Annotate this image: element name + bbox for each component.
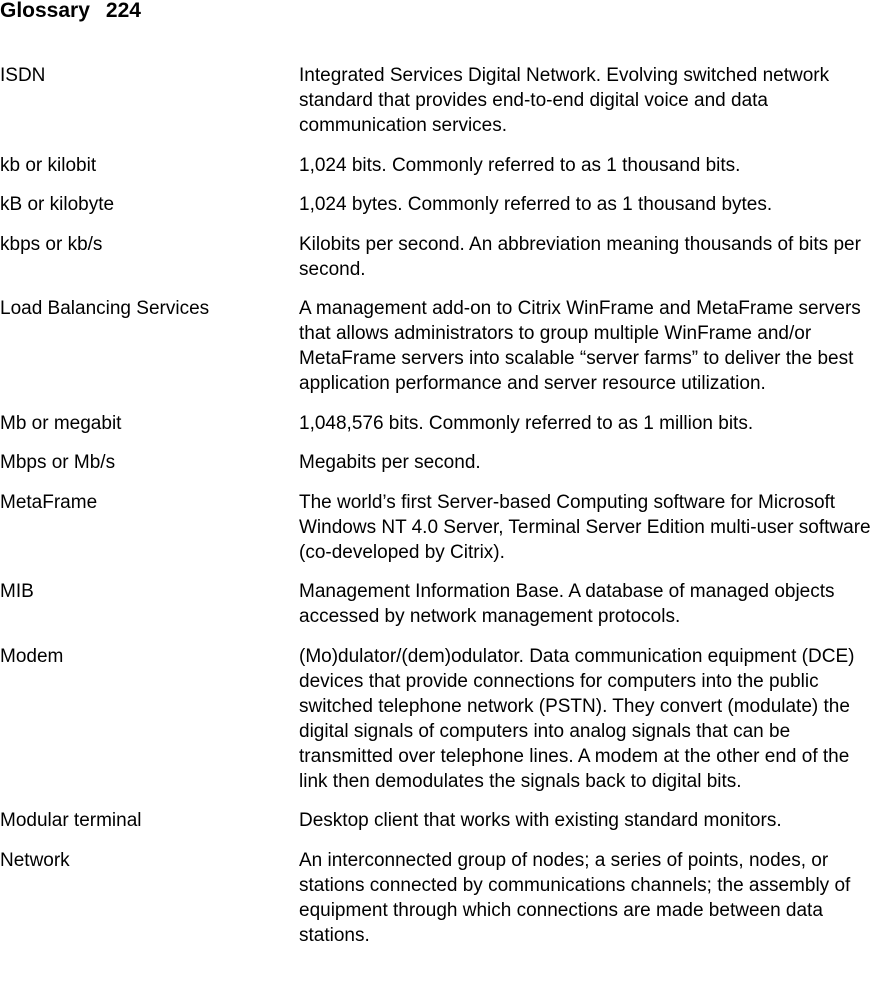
glossary-definition: An interconnected group of nodes; a series of points, nodes, or stations connected by communications channels; the assembly of equipment through which connections are made between data stations. [299,849,851,946]
glossary-definition: The world’s first Server-based Computing software for Microsoft Windows NT 4.0 Server, Terminal Server Edition multi-user software (co-developed by Citrix). [299,491,871,563]
glossary-entry [0,644,881,794]
glossary-term: Mbps or Mb/s [0,452,116,473]
glossary-definition: 1,024 bits. Commonly referred to as 1 thousand bits. [299,154,741,176]
glossary-definition: Management Information Base. A database of managed objects accessed by network management protocols. [299,581,835,627]
glossary-entry [0,296,881,396]
glossary-entry [0,848,881,948]
glossary-definition: Megabits per second. [299,452,481,473]
glossary-term: ISDN [0,65,46,86]
glossary-term: MetaFrame [0,491,98,513]
page-header [0,0,141,24]
glossary-definition: 1,024 bytes. Commonly referred to as 1 thousand bytes. [299,194,773,215]
glossary-term: kb or kilobit [0,154,97,176]
glossary-definition: Integrated Services Digital Network. Evolving switched network standard that provides end-to-end digital voice and data communication services. [299,65,830,136]
glossary-definition: 1,048,576 bits. Commonly referred to as 1 million bits. [299,412,754,434]
glossary-entry [0,63,881,138]
glossary-entry [0,450,881,475]
glossary-definition: A management add-on to Citrix WinFrame and MetaFrame servers that allows administrators to group multiple WinFrame and/or MetaFrame servers into scalable “server farms” to deliver the best application performance and server resource utilization. [299,298,861,394]
glossary-list [0,63,881,962]
glossary-definition: (Mo)dulator/(dem)odulator. Data communication equipment (DCE) devices that provide connections for computers into the public switched telephone network (PSTN). They convert (modulate) the digital signals of computers into analog signals that can be transmitted over telephone lines. A modem at the other end of the link then demodulates the signals back to digital bits. [299,645,855,792]
glossary-term: kB or kilobyte [0,194,115,215]
section-title: Glossary [0,0,90,22]
glossary-entry [0,411,881,436]
glossary-term: Mb or megabit [0,412,122,434]
glossary-entry [0,808,881,833]
glossary-term: MIB [0,581,34,602]
glossary-definition: Kilobits per second. An abbreviation meaning thousands of bits per second. [299,233,861,280]
page-number: 224 [105,0,141,22]
glossary-entry [0,232,881,282]
glossary-entry [0,153,881,178]
glossary-entry [0,192,881,217]
glossary-term: Load Balancing Services [0,298,210,319]
glossary-entry [0,579,881,629]
glossary-term: Modem [0,645,64,667]
glossary-term: Network [0,849,70,871]
glossary-term: kbps or kb/s [0,233,103,255]
glossary-entry [0,490,881,565]
glossary-definition: Desktop client that works with existing standard monitors. [299,810,782,831]
glossary-term: Modular terminal [0,810,142,831]
